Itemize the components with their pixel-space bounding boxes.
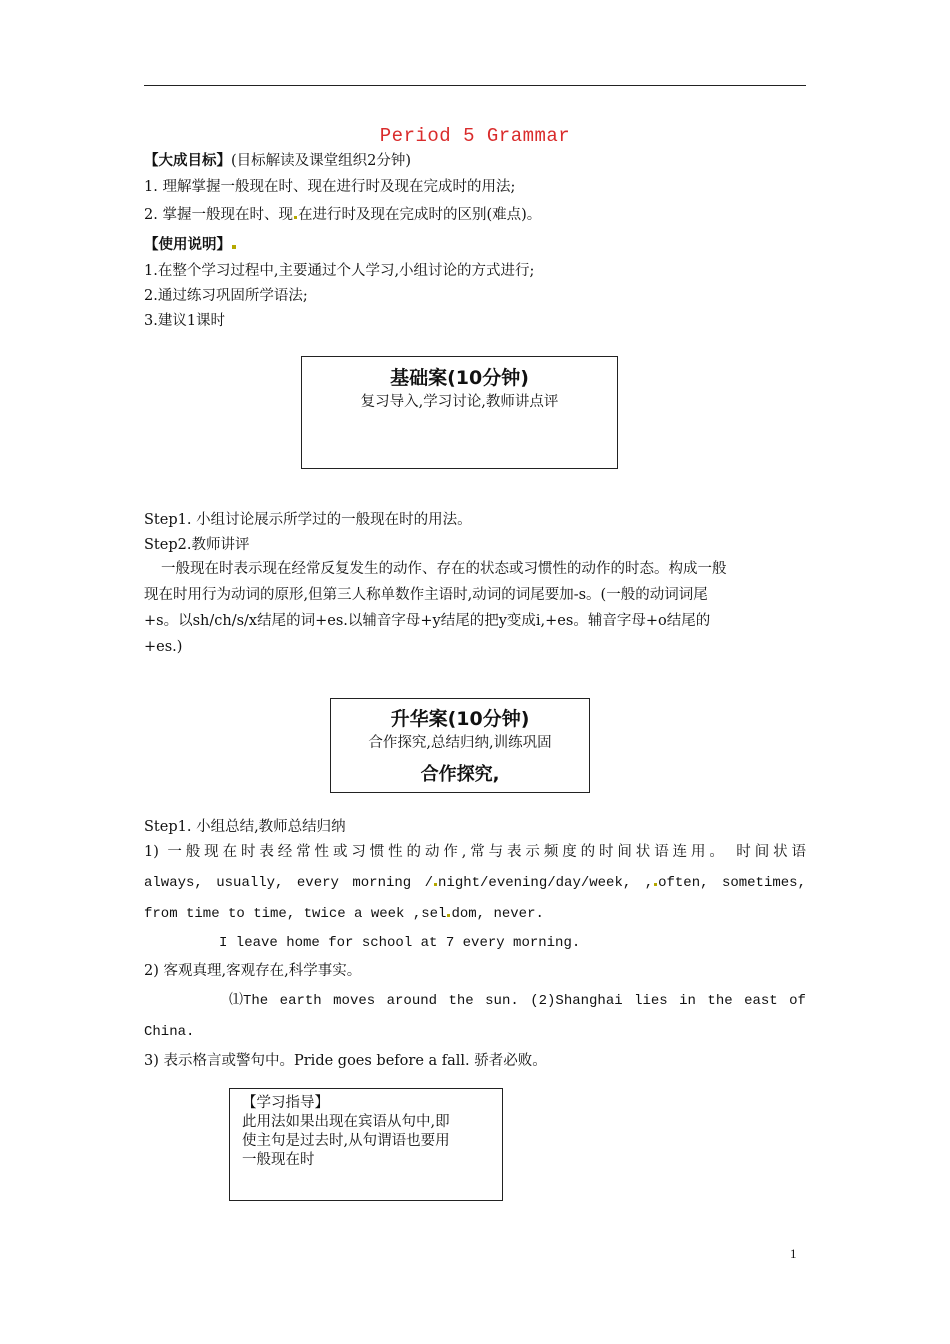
explanation-line: 现在时用行为动词的原形,但第三人称单数作主语时,动词的词尾要加-s。(一般的动词词尾 bbox=[144, 587, 708, 603]
stray-dot-icon bbox=[434, 883, 437, 886]
study-tip-line: 此用法如果出现在宾语从句中,即 bbox=[242, 1114, 450, 1130]
goals-heading-note: (目标解读及课堂组织2分钟) bbox=[231, 153, 412, 169]
stray-dot-icon bbox=[447, 914, 450, 917]
time-adverbials-line-2: from time to time, twice a week ,sel dom, never. bbox=[144, 906, 544, 922]
page-title: Period 5 Grammar bbox=[379, 125, 571, 147]
basic-box bbox=[301, 356, 618, 469]
basic-box-subtitle: 复习导入,学习讨论,教师讲点评 bbox=[360, 394, 559, 410]
example-2-end: China. bbox=[144, 1024, 195, 1040]
basic-step1: Step1. 小组讨论展示所学过的一般现在时的用法。 bbox=[144, 512, 472, 528]
goals-heading: 【大成目标】 bbox=[144, 153, 231, 169]
stray-dot-icon bbox=[294, 216, 297, 219]
study-tip-line: 使主句是过去时,从句谓语也要用 bbox=[242, 1133, 450, 1149]
explanation-line: +es.) bbox=[144, 639, 183, 655]
rule-1: 1) 一般现在时表经常性或习惯性的动作,常与表示频度的时间状语连用。 时间状语 bbox=[144, 844, 806, 860]
goals-heading-line bbox=[144, 151, 411, 171]
advanced-box-subtitle: 合作探究,总结归纳,训练巩固 bbox=[368, 735, 552, 751]
example-1: I leave home for school at 7 every morning. bbox=[219, 935, 581, 951]
example-2-line: ⑴The earth moves around the sun. (2)Shanghai lies in the east of bbox=[229, 993, 806, 1009]
rule-2: 2) 客观真理,客观存在,科学事实。 bbox=[144, 963, 362, 979]
explanation-line: +s。以sh/ch/s/x结尾的词+es.以辅音字母+y结尾的把y变成i,+es。辅音字母+o结尾的 bbox=[144, 613, 711, 629]
basic-box-title: 基础案(10分钟) bbox=[390, 367, 529, 389]
usage-item-1: 1.在整个学习过程中,主要通过个人学习,小组讨论的方式进行; bbox=[144, 263, 535, 279]
advanced-box bbox=[330, 698, 590, 793]
header-rule bbox=[144, 85, 806, 86]
advanced-box-title: 升华案(10分钟) bbox=[390, 708, 530, 730]
study-tip-heading: 【学习指导】 bbox=[242, 1095, 329, 1111]
rule-3: 3) 表示格言或警句中。Pride goes before a fall. 骄者必败。 bbox=[144, 1053, 547, 1069]
time-adverbials-line: always, usually, every morning / night/evening/day/week, , often, sometimes, bbox=[144, 875, 806, 891]
stray-dot-icon bbox=[654, 883, 657, 886]
basic-explanation bbox=[144, 556, 806, 660]
stray-dot-icon bbox=[232, 245, 236, 249]
study-tip-box bbox=[229, 1088, 503, 1201]
goal-item-2: 2. 掌握一般现在时、现 在进行时及现在完成时的区别(难点)。 bbox=[144, 207, 542, 223]
basic-step2: Step2.教师讲评 bbox=[144, 537, 250, 553]
usage-heading-line bbox=[144, 235, 237, 255]
usage-item-3: 3.建议1课时 bbox=[144, 313, 226, 329]
study-tip-line: 一般现在时 bbox=[242, 1152, 315, 1168]
advanced-box-footer: 合作探究, bbox=[420, 764, 500, 785]
goal-item-1: 1. 理解掌握一般现在时、现在进行时及现在完成时的用法; bbox=[144, 179, 516, 195]
usage-heading: 【使用说明】 bbox=[144, 237, 231, 253]
page-number: 1 bbox=[790, 1246, 797, 1261]
usage-item-2: 2.通过练习巩固所学语法; bbox=[144, 288, 308, 304]
explanation-line: 一般现在时表示现在经常反复发生的动作、存在的状态或习惯性的动作的时态。构成一般 bbox=[161, 561, 727, 577]
advanced-step1: Step1. 小组总结,教师总结归纳 bbox=[144, 819, 346, 835]
